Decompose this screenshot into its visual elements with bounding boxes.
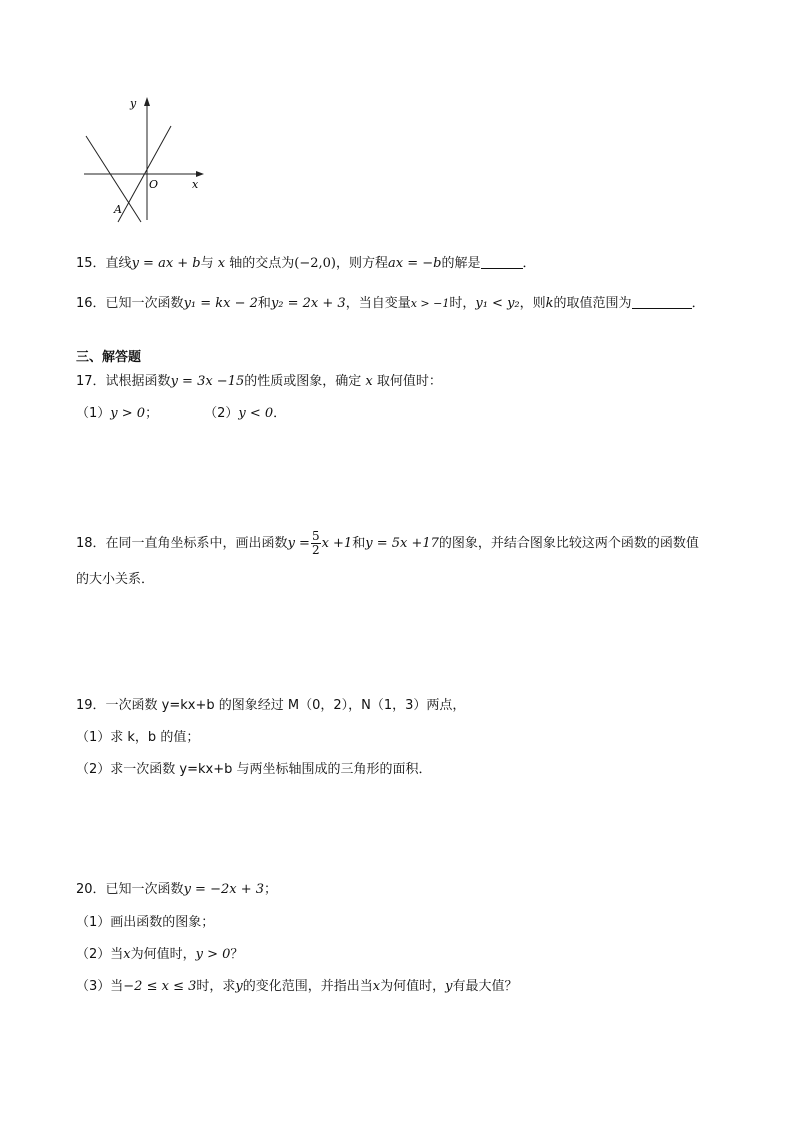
text: ，则 <box>519 296 546 311</box>
math-expression: y < 0 <box>238 406 274 421</box>
coordinate-figure <box>78 92 218 232</box>
origin-label: O <box>149 178 159 191</box>
text: 有最大值？ <box>452 979 518 994</box>
math-variable: y <box>445 979 453 994</box>
fraction-denominator: 2 <box>311 543 320 557</box>
math-expression: y₁ < y₂ <box>475 296 520 311</box>
text: ． <box>691 296 705 311</box>
text: 的变化范围，并指出当 <box>242 979 373 994</box>
question-20-part-1: （1）画出函数的图象； <box>76 915 215 930</box>
math-expression: y > 0 <box>110 406 146 421</box>
question-19-part-1: （1）求 k，b 的值； <box>76 730 200 745</box>
text: 已知一次函数 <box>105 882 184 897</box>
math-expression: y = 5x +17 <box>365 536 439 551</box>
math-expression: x +1 <box>321 536 353 551</box>
text: 直线 <box>105 256 132 271</box>
math-expression: x > −1 <box>410 297 450 310</box>
question-number: 17． <box>76 374 106 389</box>
part-label: （2） <box>204 406 239 421</box>
text: 为何值时， <box>130 947 196 962</box>
question-19: 19．一次函数 y=kx+b 的图象经过 M（0，2），N（1，3）两点， <box>76 698 466 713</box>
math-expression: y = <box>287 536 310 551</box>
math-expression: y₁ = kx − 2 <box>183 296 258 311</box>
answer-blank[interactable] <box>632 294 692 309</box>
section-heading: 三、解答题 <box>76 350 142 365</box>
question-20-part-2 <box>76 945 243 965</box>
text: 的取值范围为 <box>553 296 632 311</box>
x-axis-label: x <box>192 178 199 191</box>
fraction <box>311 530 321 557</box>
math-expression: y > 0 <box>195 947 231 962</box>
question-18-line-2: 的大小关系． <box>76 572 155 587</box>
text: 的解是 <box>441 256 481 271</box>
math-expression: y = ax + b <box>131 256 201 271</box>
text: 在同一直角坐标系中，画出函数 <box>105 536 288 551</box>
text: ； <box>264 882 278 897</box>
text: 为何值时， <box>380 979 446 994</box>
question-number: 20． <box>76 882 106 897</box>
part-label: （1） <box>76 406 111 421</box>
math-variable: y <box>235 979 243 994</box>
y-axis-label: y <box>130 97 137 110</box>
math-variable: x <box>123 947 131 962</box>
text: ？ <box>230 947 244 962</box>
question-number: 15． <box>76 256 106 271</box>
question-17-parts <box>76 404 286 424</box>
text: 时， <box>449 296 476 311</box>
text: 的图象，并结合图象比较这两个函数的函数值 <box>438 536 699 551</box>
x-axis-arrow-icon <box>196 171 204 177</box>
text: 试根据函数 <box>105 374 171 389</box>
text: ． <box>273 406 287 421</box>
math-expression: (−2,0) <box>294 256 336 271</box>
math-expression: y₂ = 2x + 3 <box>270 296 346 311</box>
text: 取何值时： <box>376 374 442 389</box>
text: 和 <box>352 536 366 551</box>
question-16 <box>76 294 705 314</box>
math-variable: x <box>372 979 381 994</box>
text: 已知一次函数 <box>105 296 184 311</box>
text: ； <box>145 406 159 421</box>
math-expression: ax = −b <box>388 256 442 271</box>
text: 时，求 <box>196 979 236 994</box>
fraction-numerator: 5 <box>311 529 320 543</box>
text: ，当自变量 <box>345 296 411 311</box>
text: 轴的交点为 <box>229 256 295 271</box>
text: ，则方程 <box>336 256 389 271</box>
text: 和 <box>257 296 271 311</box>
text: ． <box>522 256 536 271</box>
question-15 <box>76 254 536 274</box>
y-axis-arrow-icon <box>144 97 150 106</box>
question-20-part-3 <box>76 977 518 997</box>
math-expression: −2 ≤ x ≤ 3 <box>123 979 197 994</box>
text: 的性质或图象，确定 <box>244 374 362 389</box>
question-20 <box>76 880 277 900</box>
point-a-label: A <box>114 203 122 216</box>
math-variable: k <box>545 296 554 311</box>
question-18 <box>76 526 699 562</box>
part-label: （3）当 <box>76 979 124 994</box>
math-variable: x <box>365 374 373 389</box>
text: 与 <box>200 256 214 271</box>
math-expression: y = −2x + 3 <box>183 882 264 897</box>
question-19-part-2: （2）求一次函数 y=kx+b 与两坐标轴围成的三角形的面积． <box>76 762 432 777</box>
question-number: 18． <box>76 536 106 551</box>
question-17 <box>76 372 442 392</box>
math-variable: x <box>217 256 226 271</box>
question-number: 16． <box>76 296 106 311</box>
answer-blank[interactable] <box>481 254 523 269</box>
math-expression: y = 3x −15 <box>170 374 245 389</box>
part-label: （2）当 <box>76 947 124 962</box>
